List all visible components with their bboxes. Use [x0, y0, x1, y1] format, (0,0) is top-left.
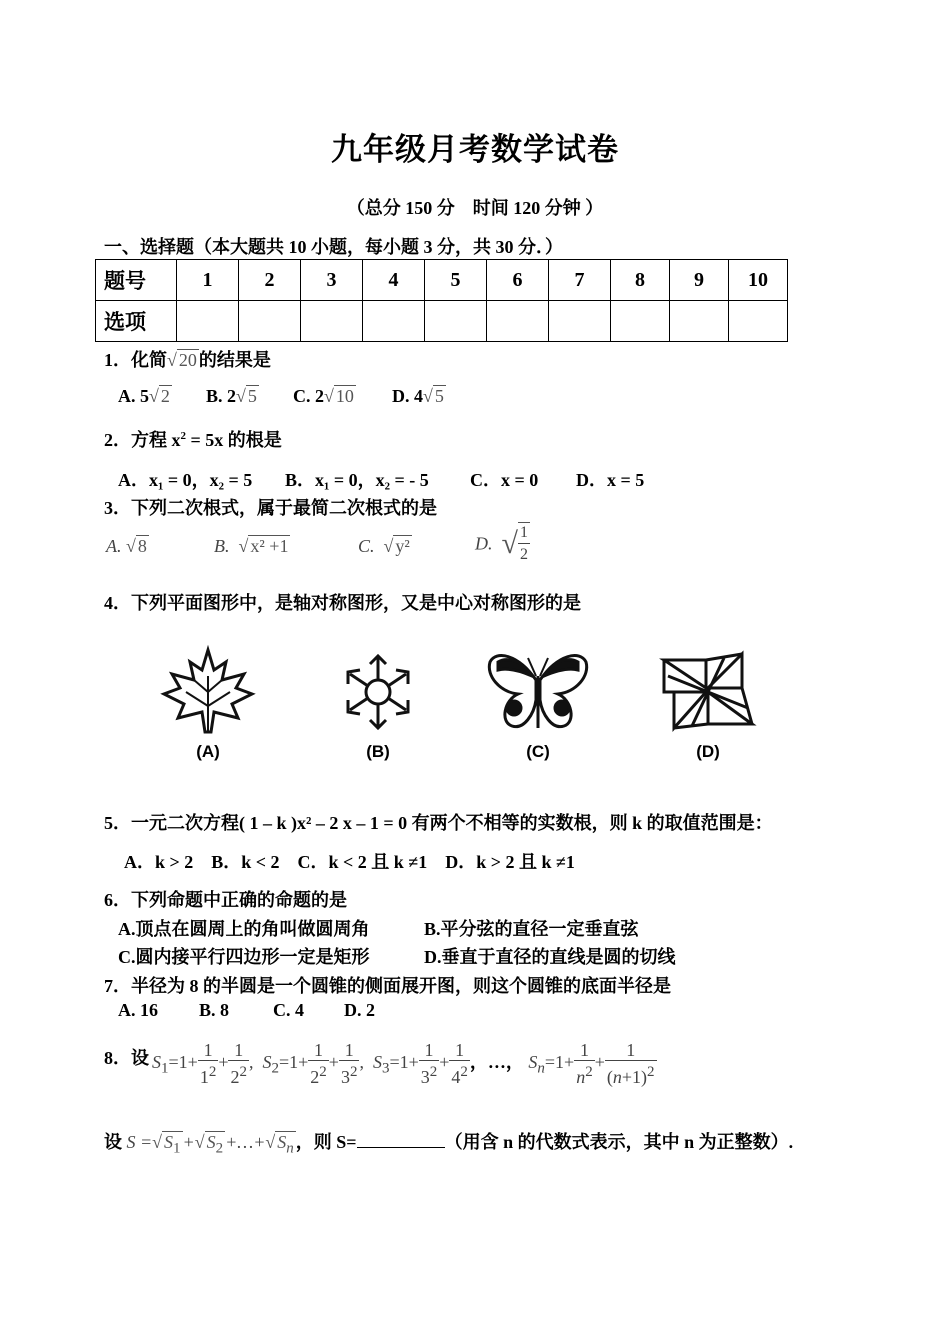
answer-cell[interactable] [425, 301, 487, 342]
question-number: 4 [363, 260, 425, 301]
figure-label: (C) [526, 742, 550, 761]
q8-line2: 设 S =√ $S_1$ +√ $S_2$ +…+√ $S_n$ ，则 S= （用含 n 的代数式表示，其中 n 为正整数）. [104, 1132, 794, 1157]
q2-option-d: D．x = 5 [576, 470, 645, 490]
question-number: 7 [549, 260, 611, 301]
exam-info: （总分 150 分 时间 120 分钟 ） [346, 198, 604, 218]
question-number: 3 [301, 260, 363, 301]
question-3: 3．下列二次根式，属于最简二次根式的是 [104, 498, 437, 518]
answer-cell[interactable] [363, 301, 425, 342]
q3-option-b: B. √ x² +1 [214, 536, 289, 556]
answer-table [95, 259, 788, 342]
q7-option-a: A. 16 [118, 1000, 158, 1020]
pinwheel-icon [648, 636, 768, 746]
answer-cell[interactable] [729, 301, 788, 342]
q3-option-a: A. √ 8 [106, 536, 147, 556]
table-row [96, 301, 788, 342]
question-5: 5．一元二次方程( 1 – k )x² – 2 x – 1 = 0 有两个不相等的实数根，则 k 的取值范围是： [104, 813, 773, 833]
question-6: 6．下列命题中正确的命题的是 [104, 890, 347, 910]
answer-cell[interactable] [239, 301, 301, 342]
figure-a [148, 636, 268, 776]
q8-sequence: $S_1=1+$ $\frac{1}{1^2}$ + $\frac{1}{2^2}$ , $S_2=1+$ $\frac{1}{2^2}$ + $\frac{1}{3^2}$ , $S_3=1+$ $\frac{1}{3^2}$ + $\frac{1}{4^2}$ ，…， $S_n=1+$ $\frac{1}{n^2}$ + $\frac{1}{(n+1)^2}$ [152, 1040, 655, 1087]
q1-radicand: 20 [178, 350, 197, 370]
q3-option-c: C. √ y² [358, 536, 410, 556]
q6-option-b: B.平分弦的直径一定垂直弦 [424, 919, 639, 939]
q7-option-b: B. 8 [199, 1000, 230, 1020]
answer-cell[interactable] [549, 301, 611, 342]
answer-cell[interactable] [487, 301, 549, 342]
answer-cell[interactable] [611, 301, 670, 342]
q1-option-c: C. 2√ 10 [293, 386, 354, 406]
question-number: 2 [239, 260, 301, 301]
question-number: 9 [670, 260, 729, 301]
q6-option-a: A.顶点在圆周上的角叫做圆周角 [118, 919, 370, 939]
figure-label: (A) [196, 742, 220, 761]
question-number: 8 [611, 260, 670, 301]
q1-option-a: A. 5√ 2 [118, 386, 170, 406]
q1-stem-prefix: 1．化简 [104, 350, 167, 370]
q6-option-d: D.垂直于直径的直线是圆的切线 [424, 947, 676, 967]
q1-stem-suffix: 的结果是 [198, 350, 271, 370]
question-number: 5 [425, 260, 487, 301]
answer-blank[interactable] [357, 1131, 445, 1148]
answer-cell[interactable] [670, 301, 729, 342]
q2-option-a: A．x₁ = 0，x₂ = 5 [118, 470, 253, 490]
section-heading: 一、选择题（本大题共 10 小题，每小题 3 分，共 30 分．） [104, 237, 563, 257]
figure-d [648, 636, 768, 776]
question-number: 6 [487, 260, 549, 301]
figure-c [478, 636, 598, 776]
q7-option-c: C. 4 [273, 1000, 304, 1020]
q6-option-c: C.圆内接平行四边形一定是矩形 [118, 947, 370, 967]
q7-option-d: D. 2 [344, 1000, 375, 1020]
question-number: 10 [729, 260, 788, 301]
question-7: 7．半径为 8 的半圆是一个圆锥的侧面展开图，则这个圆锥的底面半径是 [104, 976, 671, 996]
row-label-option: 选项 [96, 301, 177, 342]
q3-option-d: D. √ $\frac{1}{2}$ [475, 522, 530, 566]
row-label-number: 题号 [96, 260, 177, 301]
answer-cell[interactable] [301, 301, 363, 342]
q8-sum-formula: S =√ $S_1$ +√ $S_2$ +…+√ $S_n$ [126, 1132, 294, 1157]
q1-option-d: D. 4√ 5 [392, 386, 444, 406]
q8-ellipsis: ，…， [469, 1052, 524, 1073]
question-4: 4．下列平面图形中，是轴对称图形，又是中心对称图形的是 [104, 593, 581, 613]
figure-label: (D) [696, 742, 720, 761]
question-number: 1 [177, 260, 239, 301]
page-title: 九年级月考数学试卷 [331, 132, 619, 167]
maple-leaf-icon [148, 636, 268, 746]
q1-option-b: B. 2√ 5 [206, 386, 257, 406]
figure-b [318, 636, 438, 776]
q2-option-c: C．x = 0 [470, 470, 539, 490]
question-2: 2．方程 $x^2 = 5x$ 的根是 [104, 430, 282, 450]
q5-options: A．k > 2 B．k < 2 C．k < 2 且 k ≠1 D．k > 2 且 k ≠1 [124, 852, 575, 872]
figure-label: (B) [366, 742, 390, 761]
table-row [96, 260, 788, 301]
question-8: 8．设 [104, 1048, 149, 1068]
q2-option-b: B．x₁ = 0，x₂ = - 5 [285, 470, 429, 490]
answer-cell[interactable] [177, 301, 239, 342]
snowflake-icon [318, 636, 438, 746]
question-1: 1．化简√ 20 的结果是 [104, 350, 271, 370]
butterfly-icon [478, 636, 598, 746]
